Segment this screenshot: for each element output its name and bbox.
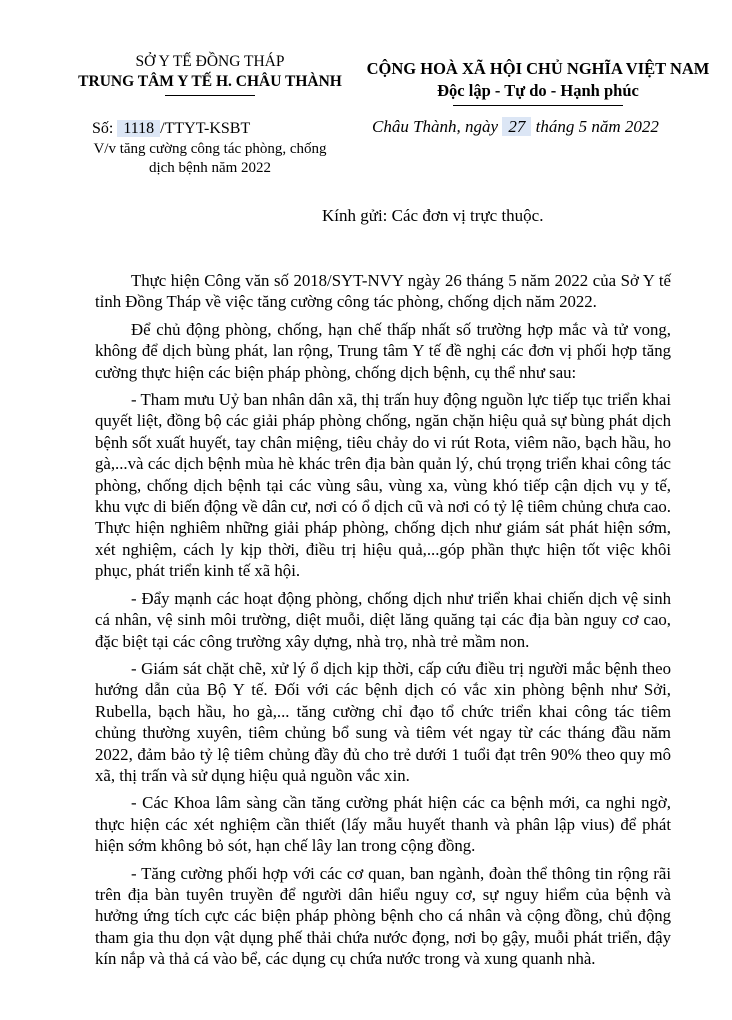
body-paragraph: - Đẩy mạnh các hoạt động phòng, chống dịch như triển khai chiến dịch vệ sinh cá nhân, vệ sinh môi trường, diệt muỗi, diệt lăng quăng tại các địa bàn nguy cơ cao, đặc biệt tại các công trường xây dựng, nhà trọ, nhà trẻ mầm non. (95, 588, 671, 651)
document-body (95, 270, 671, 976)
body-paragraph: Để chủ động phòng, chống, hạn chế thấp nhất số trường hợp mắc và tử vong, không để dịch bùng phát, lan rộng, Trung tâm Y tế đề nghị các đơn vị phối hợp tăng cường thực hiện các biện pháp phòng, chống dịch bệnh, cụ thể như sau: (95, 319, 671, 382)
date-prefix: Châu Thành, ngày (372, 117, 499, 136)
issuer-underline (165, 95, 255, 96)
body-paragraph: Thực hiện Công văn số 2018/SYT-NVY ngày 26 tháng 5 năm 2022 của Sở Y tế tỉnh Đồng Tháp về việc tăng cường công tác phòng, chống dịch năm 2022. (95, 271, 671, 312)
date-suffix: tháng 5 năm 2022 (535, 117, 659, 136)
body-paragraph: - Giám sát chặt chẽ, xử lý ổ dịch kịp thời, cấp cứu điều trị người mắc bệnh theo hướng dẫn của Bộ Y tế. Đối với các bệnh dịch có vắc xin phòng bệnh như Sởi, Rubella, bạch hầu, ho gà,... tăng cường chỉ đạo tổ chức triển khai công tác tiêm chủng thường xuyên, tiêm chủng bổ sung và tiêm vét ngay từ các tháng đầu năm 2022, đảm bảo tỷ lệ tiêm chủng đầy đủ cho trẻ dưới 1 tuổi đạt trên 90% theo quy mô xã, thị trấn và sử dụng hiệu quả nguồn vắc xin. (95, 658, 671, 785)
national-title: CỘNG HOÀ XÃ HỘI CHỦ NGHĨA VIỆT NAM (366, 59, 710, 78)
body-paragraph: - Các Khoa lâm sàng cần tăng cường phát hiện các ca bệnh mới, ca nghi ngờ, thực hiện các xét nghiệm cần thiết (lấy mẫu huyết thanh và phân lập vius) để phát hiện sớm không bỏ sót, hạn chế lây lan trong cộng đồng. (95, 793, 671, 856)
national-header (352, 58, 724, 106)
issuer-department: SỞ Y TẾ ĐỒNG THÁP (135, 53, 285, 70)
document-date (372, 117, 659, 137)
issuer-center: TRUNG TÂM Y TẾ H. CHÂU THÀNH (78, 73, 342, 90)
date-day: 27 (502, 117, 531, 136)
document-number-value: 1118 (117, 120, 160, 137)
document-number (92, 118, 250, 140)
subject-line-2: dịch bệnh năm 2022 (148, 160, 272, 176)
national-motto: Độc lập - Tự do - Hạnh phúc (437, 81, 639, 100)
recipient-line: Kính gửi: Các đơn vị trực thuộc. (322, 206, 544, 225)
document-number-suffix: /TTYT-KSBT (160, 120, 251, 137)
document-subject (60, 140, 360, 178)
subject-line-1: V/v tăng cường công tác phòng, chống (93, 141, 327, 157)
body-paragraph: - Tham mưu Uỷ ban nhân dân xã, thị trấn huy động nguồn lực tiếp tục triển khai quyết liệt, đồng bộ các giải pháp phòng chống, ngăn chặn hiệu quả sự bùng phát dịch bệnh sốt xuất huyết, tay chân miệng, tiêu chảy do vi rút Rota, viêm não, bạch hầu, ho gà,...và các dịch bệnh mùa hè khác trên địa bàn quản lý, chú trọng triển khai công tác phòng, chống dịch bệnh tại các vùng sâu, vùng xa, vùng khó tiếp cận dịch vụ y tế, khu vực di biến động về dân cư, nơi có ổ dịch cũ và nơi có tỷ lệ tiêm chủng chưa cao. Thực hiện nghiêm những giải pháp phòng, chống dịch như giám sát phát hiện sớm, xét nghiệm, cách ly kịp thời, điều trị hiệu quả,...góp phần thực hiện tốt việc khôi phục, phát triển kinh tế xã hội. (95, 390, 671, 581)
document-number-label: Số: (92, 120, 114, 137)
body-paragraph: - Tăng cường phối hợp với các cơ quan, ban ngành, đoàn thể thông tin rộng rãi trên địa bàn tuyên truyền để người dân hiểu nguy cơ, sự nguy hiểm của bệnh và hưởng ứng tích cực các biện pháp phòng bệnh cho cá nhân và cộng đồng, chủ động tham gia thu dọn vật dụng phế thải chứa nước đọng, nơi bọ gậy, muỗi phát triển, đậy kín nắp và thả cá vào bể, các dụng cụ chứa nước trong và xung quanh nhà. (95, 863, 671, 969)
issuer-header (60, 52, 360, 96)
motto-underline (453, 105, 623, 106)
